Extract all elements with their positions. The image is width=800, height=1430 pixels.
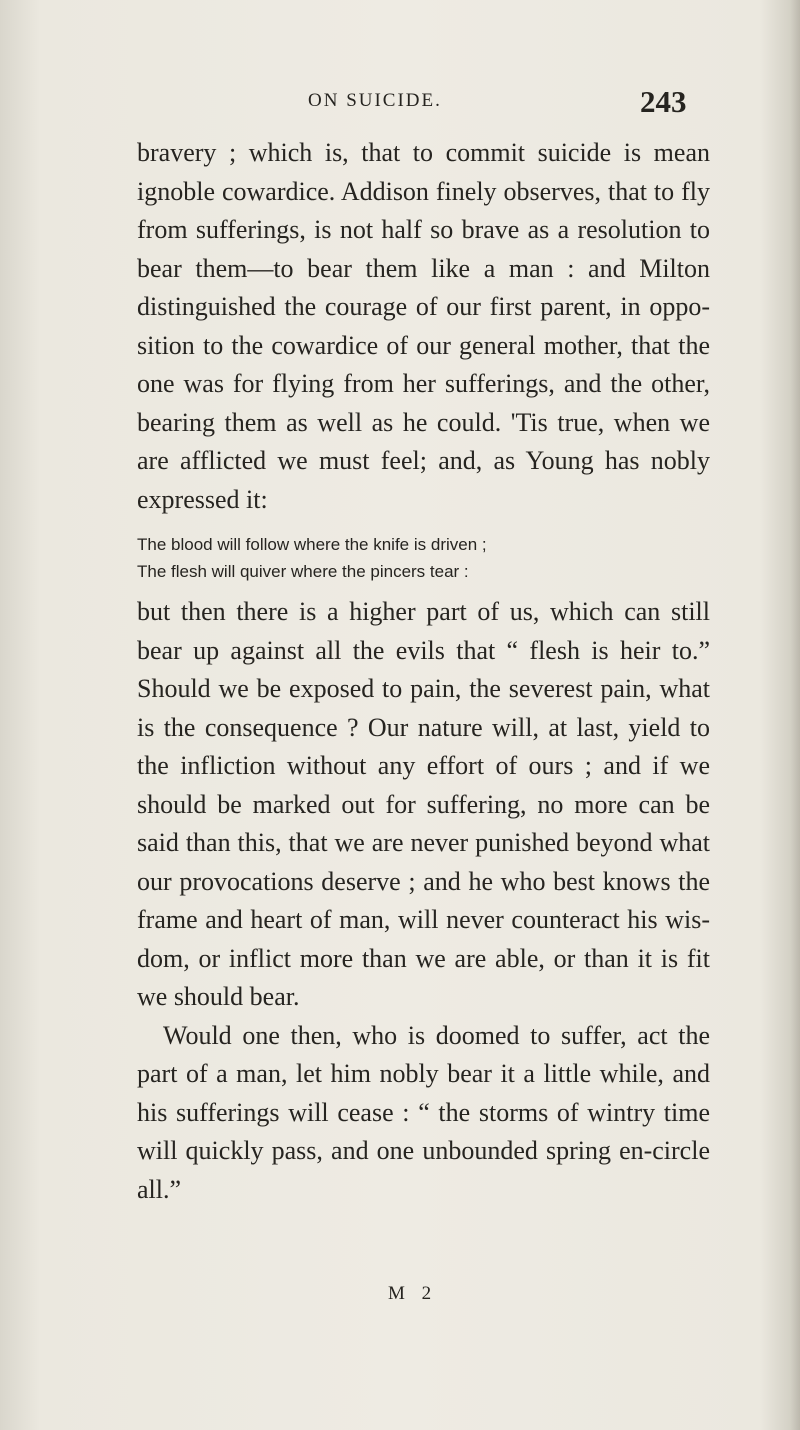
page-number: 243: [640, 84, 687, 119]
page-header: [0, 84, 800, 124]
paragraph-3: Would one then, who is doomed to suffer, act the part of a man, let him nobly bear it a little while, and his sufferings will cease : “ the storms of wintry time will quickly pass, and one unbounded spring en-circle all.”: [137, 1020, 710, 1204]
verse-quote: [137, 531, 710, 585]
body-text: [137, 134, 710, 1209]
verse-line-1: The blood will follow where the knife is driven ;: [137, 535, 487, 554]
paragraph-2: but then there is a higher part of us, which can still bear up against all the evils that “ flesh is heir to.” Should we be exposed to pain, the severest pain, what is the consequence ? Our nature will, at last, yield to the infliction without any effort of ours ; and if we should be marked out for suffering, no more can be said than this, that we are never punished beyond what our provocations deserve ; and he who best knows the frame and heart of man, will never counteract his wis-dom, or inflict more than we are able, or than it is fit we should bear.: [137, 597, 710, 1011]
paragraph-1: bravery ; which is, that to commit suicide is mean ignoble cowardice. Addison finely observes, that to fly from sufferings, is not half so brave as a resolution to bear them—to bear them like a man : and Milton distinguished the courage of our first parent, in oppo-sition to the cowardice of our general mother, that the one was for flying from her sufferings, and the other, bearing them as well as he could. 'Tis true, when we are afflicted we must feel; and, as Young has nobly expressed it:: [137, 138, 710, 514]
running-head: ON SUICIDE.: [308, 90, 442, 111]
signature-mark: M 2: [388, 1283, 438, 1304]
verse-line-2: The flesh will quiver where the pincers tear :: [137, 562, 469, 581]
